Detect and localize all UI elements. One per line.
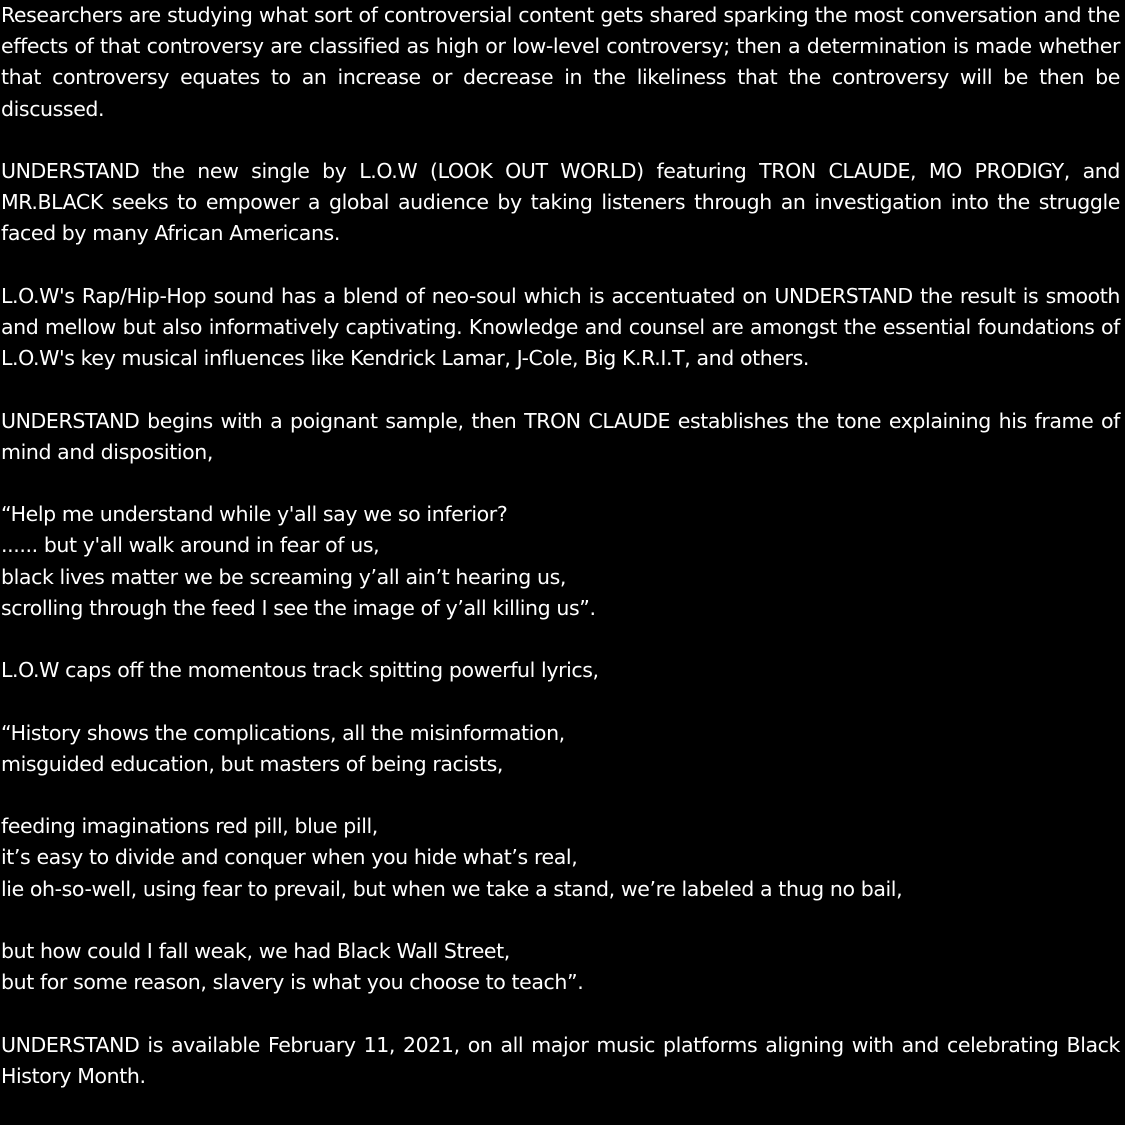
lyric-line: “Help me understand while y'all say we so inferior? xyxy=(1,502,508,527)
lyric-line: misguided education, but masters of being racists, xyxy=(1,751,503,776)
paragraph-sound: L.O.W's Rap/Hip-Hop sound has a blend of neo-soul which is accentuated on UNDERSTAND the result is smooth and mellow but also informatively captivating. Knowledge and counsel are amongst the essential foundations of L.O.W's key musical influences like Kendrick Lamar, J-Cole, Big K.R.I.T, and others. xyxy=(1,283,1120,371)
lyrics-quote-low xyxy=(1,718,1120,999)
lyric-line: black lives matter we be screaming y’all ain’t hearing us, xyxy=(1,564,566,589)
spacer xyxy=(1,780,1120,811)
lyrics-quote-tron-claude xyxy=(1,499,1120,624)
lyric-line: but for some reason, slavery is what you choose to teach”. xyxy=(1,970,584,995)
lyric-line: “History shows the complications, all the misinformation, xyxy=(1,720,565,745)
lyric-line: lie oh-so-well, using fear to prevail, but when we take a stand, we’re labeled a thug no bail, xyxy=(1,876,903,901)
paragraph-closing-track: L.O.W caps off the momentous track spitting powerful lyrics, xyxy=(1,658,599,683)
spacer xyxy=(1,624,1120,655)
paragraph-single-intro: UNDERSTAND the new single by L.O.W (LOOK OUT WORLD) featuring TRON CLAUDE, MO PRODIGY, and MR.BLACK seeks to empower a global audience by taking listeners through an investigation into the struggle faced by many African Americans. xyxy=(1,159,1120,246)
paragraph-research: Researchers are studying what sort of controversial content gets shared sparking the most conversation and the effects of that controversy are classified as high or low-level controversy; then a determination is made whether that controversy equates to an increase or decrease in the likeliness that the controversy will be then be discussed. xyxy=(1,3,1120,121)
lyric-line: but how could I fall weak, we had Black Wall Street, xyxy=(1,938,510,963)
spacer xyxy=(1,374,1120,405)
spacer xyxy=(1,905,1120,936)
spacer xyxy=(1,250,1120,281)
lyric-line: it’s easy to divide and conquer when you hide what’s real, xyxy=(1,845,578,870)
spacer xyxy=(1,686,1120,717)
spacer xyxy=(1,998,1120,1029)
lyric-line: feeding imaginations red pill, blue pill, xyxy=(1,814,378,839)
spacer xyxy=(1,125,1120,156)
spacer xyxy=(1,468,1120,499)
lyric-line: ...... but y'all walk around in fear of us, xyxy=(1,533,380,558)
lyric-line: scrolling through the feed I see the image of y’all killing us”. xyxy=(1,595,596,620)
paragraph-availability: UNDERSTAND is available February 11, 2021, on all major music platforms aligning with and celebrating Black History Month. xyxy=(1,1032,1120,1088)
paragraph-opening: UNDERSTAND begins with a poignant sample, then TRON CLAUDE establishes the tone explaining his frame of mind and disposition, xyxy=(1,408,1120,464)
